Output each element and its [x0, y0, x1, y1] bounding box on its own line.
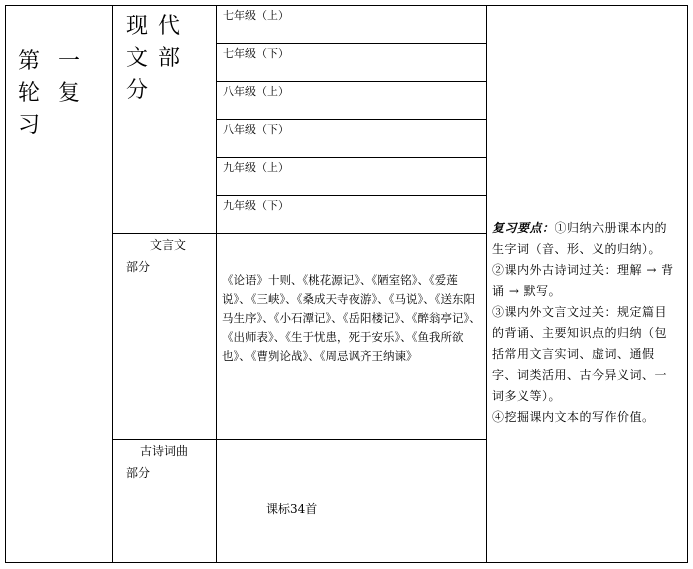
classical-section-label: 文言文 部分: [126, 238, 187, 274]
column-divider-1: [112, 5, 113, 563]
classical-text-list: 《论语》十则、《桃花源记》、《陋室铭》、《爱莲说》、《三峡》、《桑成天寺夜游》、《马说》、《送东阳马生序》、《小石潭记》、《岳阳楼记》、《醉翁亭记》、《出师表》、《生于忧患，死于安乐》、《鱼我所欲也》、《曹刿论战》、《周忌讽齐王纳谏》: [222, 273, 481, 363]
grade-row-line: [216, 81, 486, 82]
round-title-col2: 一 复: [58, 49, 91, 106]
review-heading: 复习要点：: [492, 221, 555, 235]
poetry-section-label: 古诗词曲 部分: [126, 444, 189, 480]
grade-label: 九年级（上）: [223, 161, 289, 174]
column-divider-3: [486, 5, 487, 563]
grade-row-line: [216, 157, 486, 158]
grade-label: 九年级（下）: [223, 199, 289, 212]
review-points: [492, 218, 678, 428]
table-border-top: [5, 5, 688, 6]
modern-section-label: 现代 文部 分: [126, 14, 191, 103]
column-divider-2: [216, 5, 217, 563]
round-title-col1: 第 轮 习: [18, 49, 51, 138]
review-point-4: ④挖掘课内文本的写作价值。: [492, 410, 655, 424]
table-border-left: [5, 5, 6, 563]
table-border-right: [687, 5, 688, 563]
poetry-count: 课标34首: [266, 502, 318, 516]
grade-row-line: [216, 119, 486, 120]
grade-label: 八年级（上）: [223, 85, 289, 98]
grade-label: 八年级（下）: [223, 123, 289, 136]
grade-row-line: [216, 43, 486, 44]
table-border-bottom: [5, 562, 688, 563]
grade-row-line: [216, 195, 486, 196]
grade-label: 七年级（下）: [223, 47, 289, 60]
review-point-1: ①归纳六册课本内的生字词（音、形、义的归纳）。: [492, 221, 668, 256]
grade-label: 七年级（上）: [223, 9, 289, 22]
review-point-2: ②课内外古诗词过关：理解 → 背诵 → 默写。: [492, 263, 674, 298]
review-point-3: ③课内外文言文过关：规定篇目的背诵、主要知识点的归纳（包括常用文言实词、虚词、通假字、词类活用、古今异义词、一词多义等）。: [492, 305, 668, 403]
